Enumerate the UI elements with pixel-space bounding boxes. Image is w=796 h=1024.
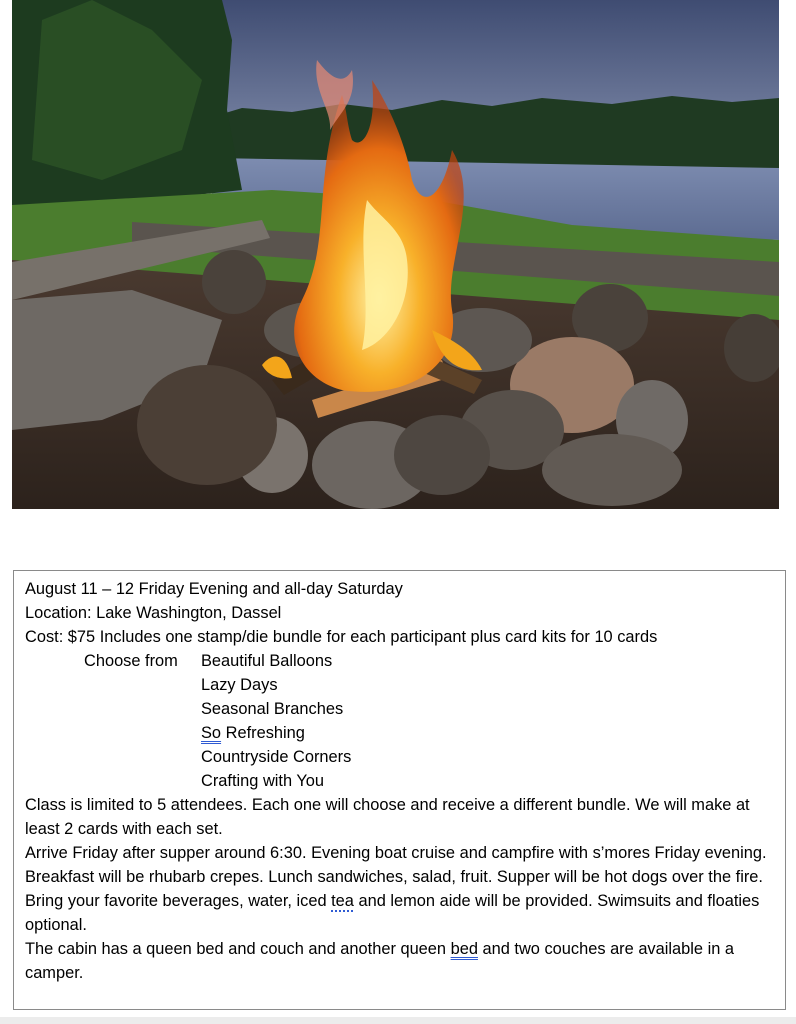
bundle-option-so-refreshing — [201, 721, 351, 745]
refreshing-text: Refreshing — [221, 724, 305, 742]
choose-from-section — [25, 649, 775, 793]
campfire-photo — [12, 0, 779, 509]
spellcheck-bed: bed — [450, 940, 478, 958]
choose-from-label: Choose from — [84, 652, 178, 670]
event-details-box — [13, 570, 786, 1010]
spellcheck-tea: tea — [331, 892, 354, 910]
bundle-option: Countryside Corners — [201, 748, 352, 766]
cabin-text-1: The cabin has a queen bed and couch and another queen — [25, 940, 451, 958]
arrival-text-1: Arrive Friday after supper around 6:30. Evening boat cruise and campfire with s’mores Friday evening. Breakfast will be rhubarb crepes. Lunch sandwiches, salad, fruit. Supper will be hot dogs over the fire. Bring your favorite beverages, water, iced — [25, 844, 767, 910]
campfire-illustration — [12, 0, 779, 509]
class-limit-paragraph: Class is limited to 5 attendees. Each one will choose and receive a different bundle. We will make at least 2 cards with each set. — [25, 796, 750, 838]
cabin-paragraph — [25, 937, 775, 985]
page-bottom-strip — [0, 1017, 796, 1024]
event-location: Location: Lake Washington, Dassel — [25, 604, 282, 622]
bundle-option: Seasonal Branches — [201, 700, 344, 718]
spellcheck-so: So — [201, 724, 222, 742]
bundle-option: Beautiful Balloons — [201, 652, 333, 670]
event-cost: Cost: $75 Includes one stamp/die bundle for each participant plus card kits for 10 cards — [25, 628, 658, 646]
event-dates: August 11 – 12 Friday Evening and all-day Saturday — [25, 580, 403, 598]
bundle-options-list — [201, 649, 351, 793]
arrival-text-2: and lemon aide will be provided. Swimsuits and floaties optional. — [25, 892, 760, 934]
cabin-text-2: and two couches are available in a camper. — [25, 940, 734, 982]
bundle-option: Crafting with You — [201, 772, 325, 790]
bundle-option: Lazy Days — [201, 676, 278, 694]
arrival-paragraph — [25, 841, 775, 937]
